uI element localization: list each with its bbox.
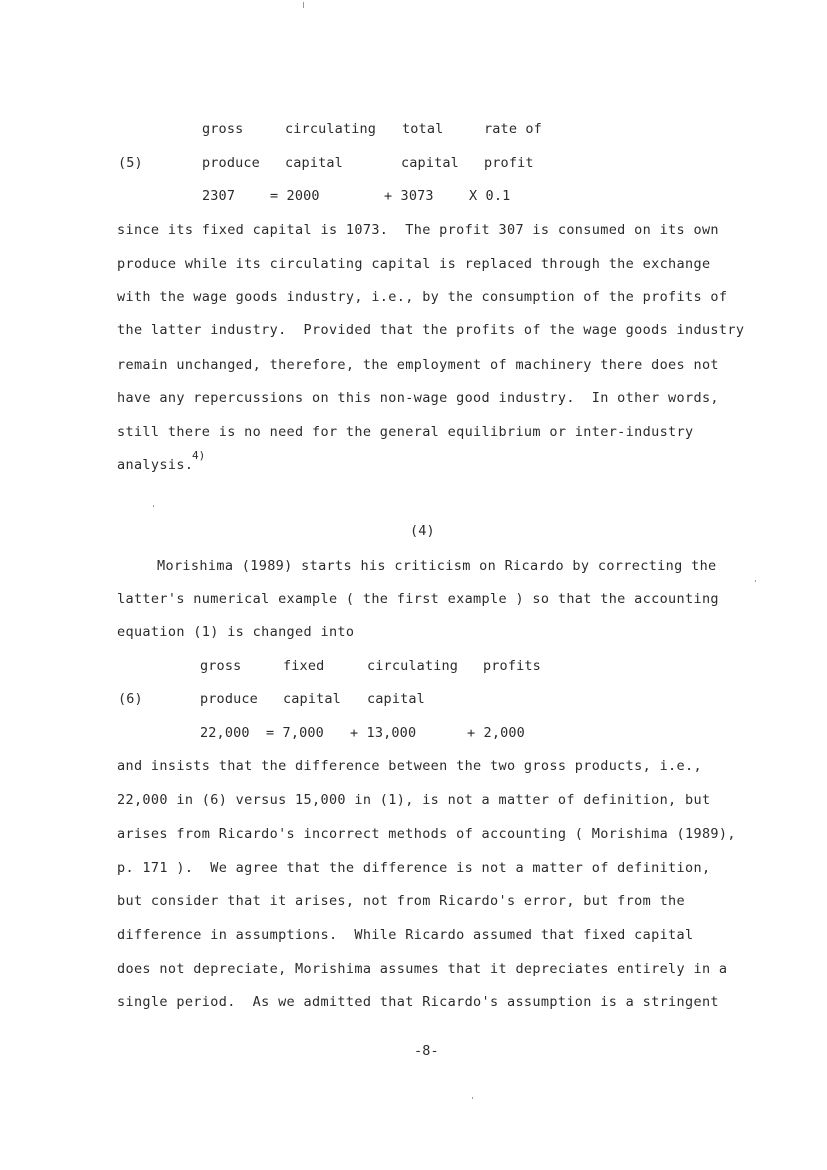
eq6-label: (6) [118,691,143,707]
eq6-header-capital-1: capital [283,691,341,707]
paragraph-line: and insists that the difference between the two gross products, i.e., [117,758,702,774]
eq6-value-circulating: + 13,000 [350,725,417,741]
scan-speck [755,580,756,582]
paragraph-line: does not depreciate, Morishima assumes that it depreciates entirely in a [117,961,728,977]
paragraph-line: Morishima (1989) starts his criticism on Ricardo by correcting the [157,558,717,574]
eq5-value-rate: X 0.1 [469,188,511,204]
eq6-header-gross: gross [200,658,242,674]
page-number: -8- [414,1043,439,1059]
paragraph-line: difference in assumptions. While Ricardo assumed that fixed capital [117,927,694,943]
eq6-header-circulating: circulating [367,658,459,674]
eq5-header-profit: profit [484,155,534,171]
paragraph-line: still there is no need for the general equilibrium or inter-industry [117,424,694,440]
paragraph-line: with the wage goods industry, i.e., by the consumption of the profits of [117,289,728,305]
eq5-header-produce: produce [202,155,260,171]
paragraph-line: but consider that it arises, not from Ricardo's error, but from the [117,893,686,909]
footnote-reference: 4) [192,449,206,462]
eq5-value-gross: 2307 [202,188,236,204]
eq6-value-profits: + 2,000 [467,725,525,741]
eq5-header-total: total [402,121,444,137]
eq6-value-gross: 22,000 [200,725,250,741]
eq5-label: (5) [118,155,143,171]
eq5-value-circulating: = 2000 [270,188,320,204]
eq6-header-fixed: fixed [283,658,325,674]
section-number: (4) [410,523,435,539]
scan-speck [472,1097,473,1099]
paragraph-line: since its fixed capital is 1073. The profit 307 is consumed on its own [117,222,719,238]
eq5-value-total: + 3073 [384,188,434,204]
eq6-value-fixed: = 7,000 [266,725,324,741]
paragraph-line: p. 171 ). We agree that the difference is not a matter of definition, [117,860,711,876]
paragraph-line: 22,000 in (6) versus 15,000 in (1), is not a matter of definition, but [117,792,711,808]
eq5-header-capital-1: capital [285,155,343,171]
paragraph-line: remain unchanged, therefore, the employment of machinery there does not [117,357,719,373]
eq6-header-profits: profits [483,658,541,674]
paragraph-line: produce while its circulating capital is replaced through the exchange [117,256,711,272]
paragraph-line: the latter industry. Provided that the profits of the wage goods industry [117,322,745,338]
paragraph-line: equation (1) is changed into [117,624,355,640]
paragraph-line: have any repercussions on this non-wage good industry. In other words, [117,390,719,406]
scan-speck [153,505,154,507]
eq6-header-capital-2: capital [367,691,425,707]
eq5-header-capital-2: capital [401,155,459,171]
paragraph-line: analysis. [117,457,194,473]
eq6-header-produce: produce [200,691,258,707]
eq5-header-circulating: circulating [285,121,377,137]
paragraph-line: latter's numerical example ( the first example ) so that the accounting [117,591,719,607]
eq5-header-gross: gross [202,121,244,137]
scan-speck [303,2,304,8]
paragraph-line: single period. As we admitted that Ricardo's assumption is a stringent [117,994,719,1010]
eq5-header-rate-of: rate of [484,121,542,137]
paragraph-line: arises from Ricardo's incorrect methods of accounting ( Morishima (1989), [117,826,736,842]
